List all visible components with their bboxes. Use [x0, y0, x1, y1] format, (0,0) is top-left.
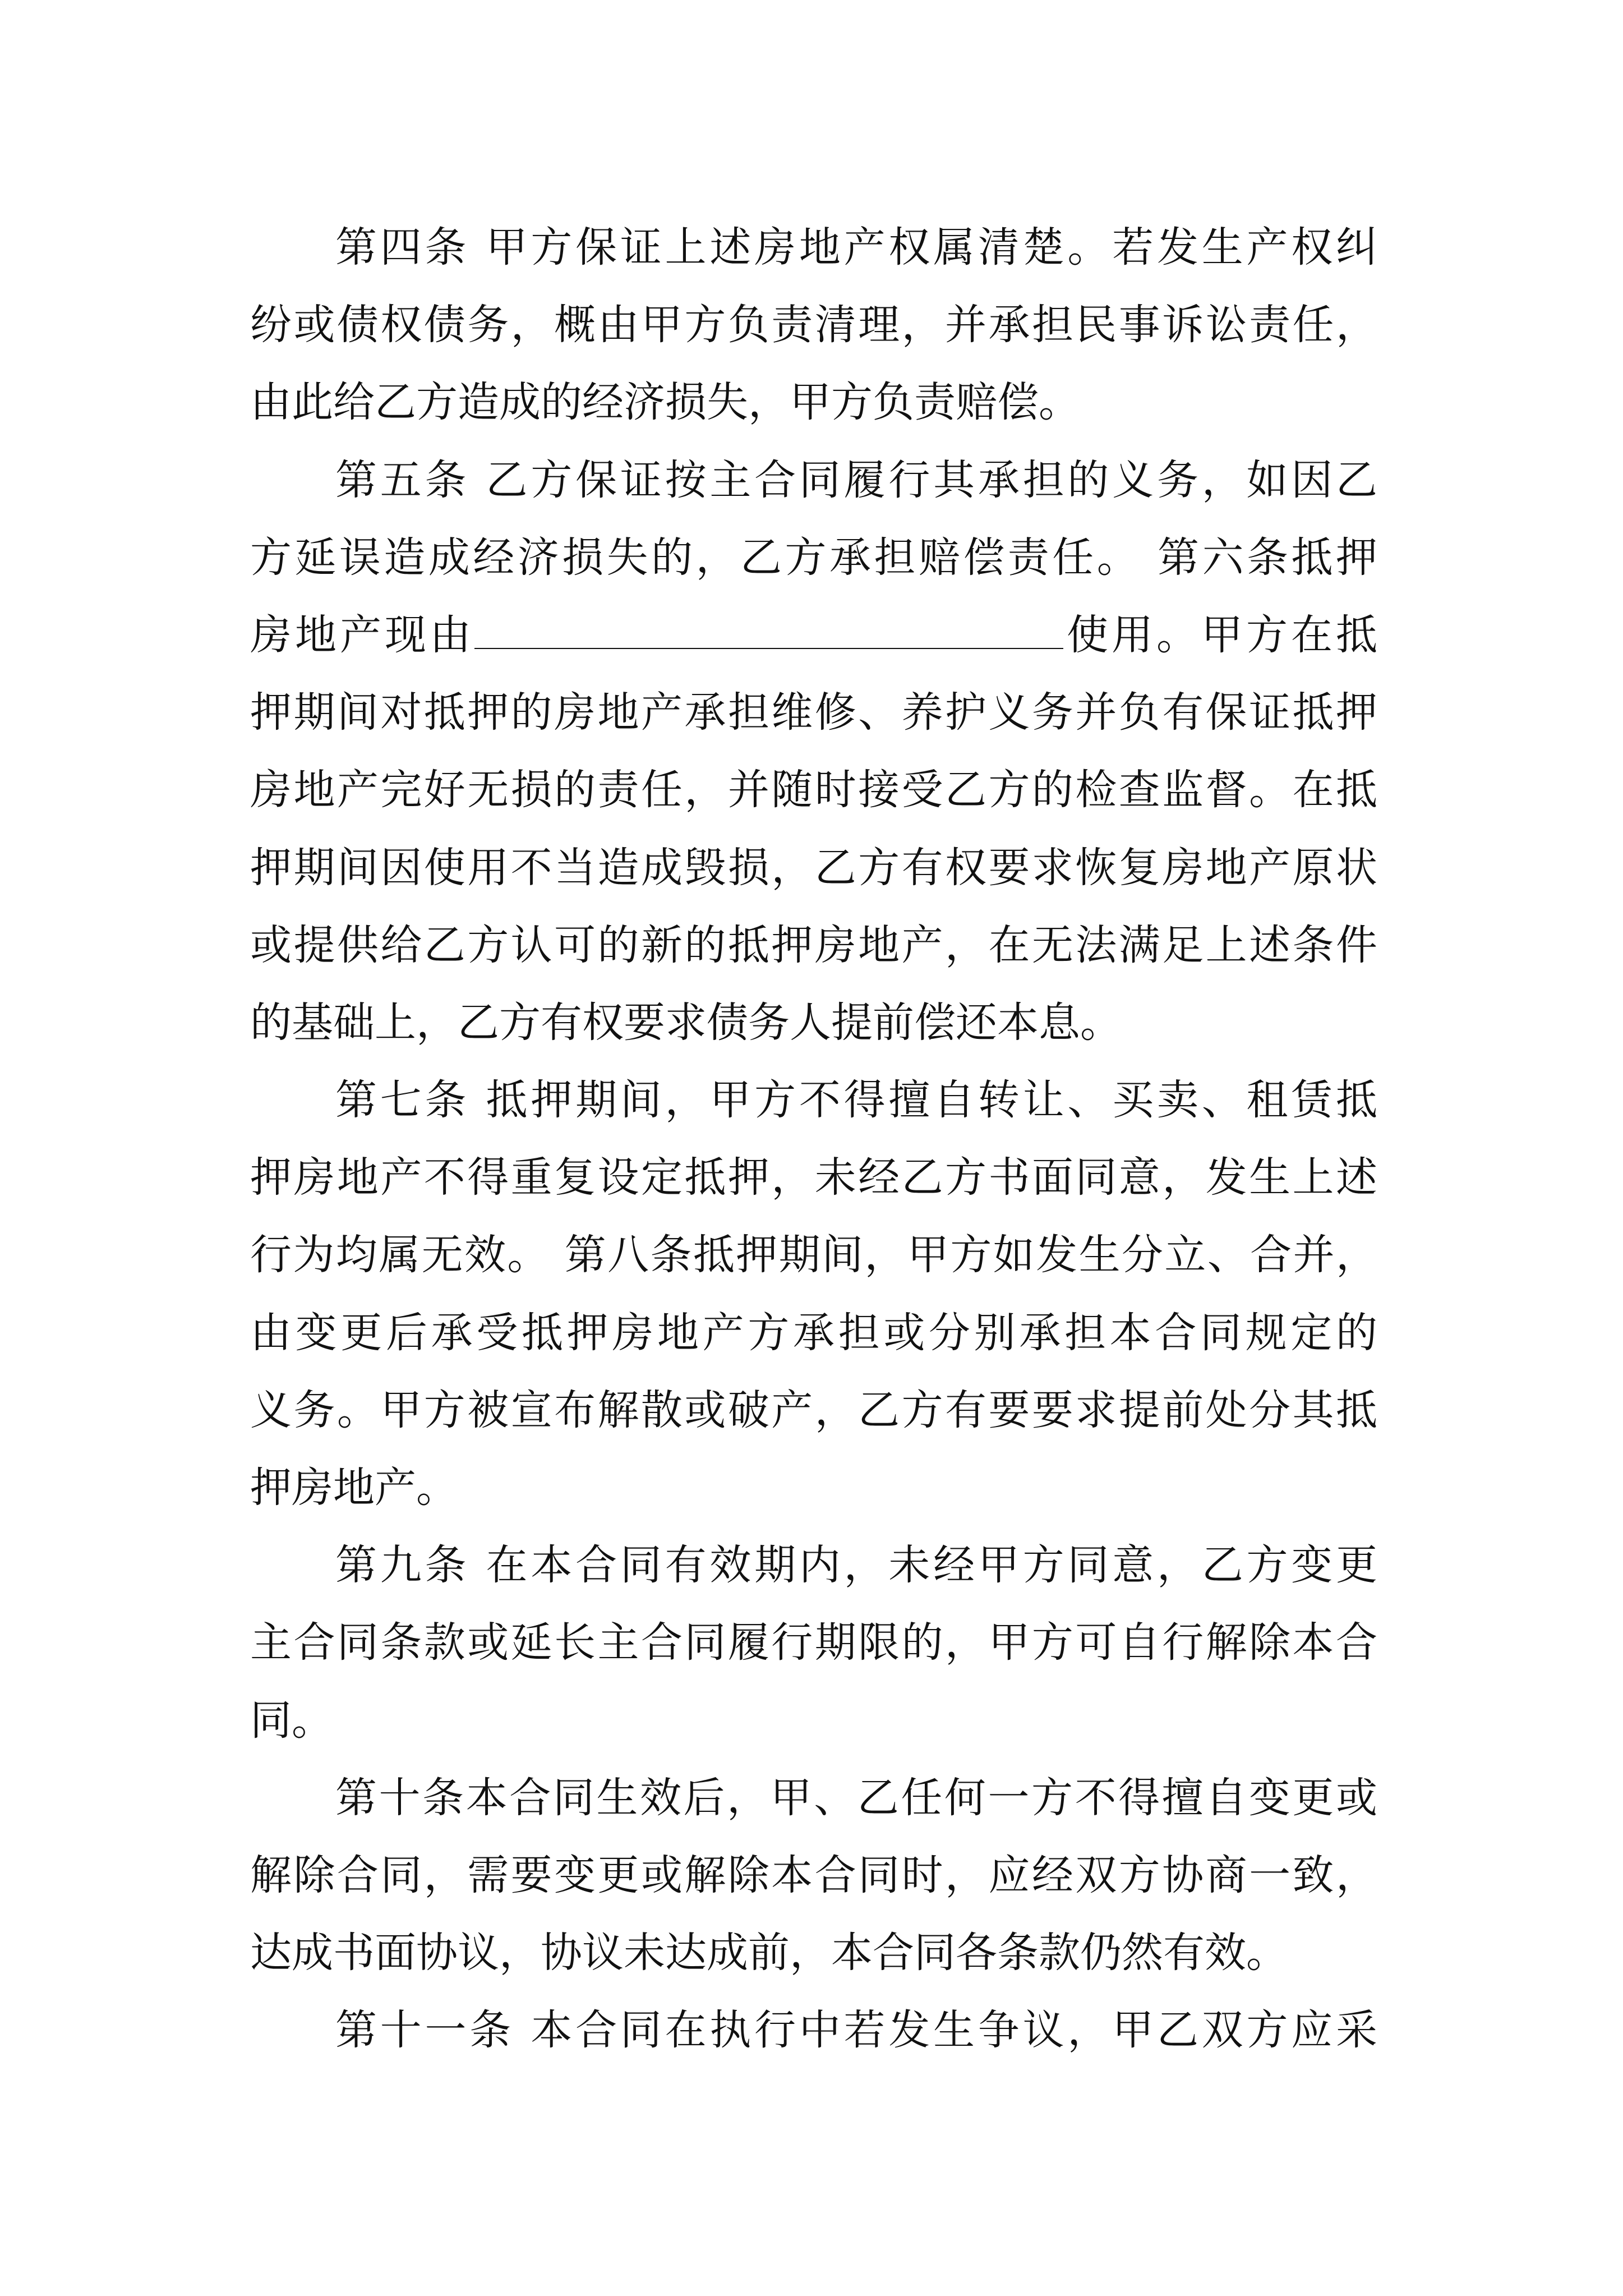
text-line-with-blank [250, 596, 1377, 674]
text-line: 方延误造成经济损失的，乙方承担赔偿责任。 第六条抵押 [250, 533, 1377, 582]
text-line: 解除合同，需要变更或解除本合同时，应经双方协商一致， [250, 1851, 1377, 1899]
text-line: 的基础上，乙方有权要求债务人提前偿还本息。 [250, 998, 1122, 1047]
text-line: 第七条 抵押期间，甲方不得擅自转让、买卖、租赁抵 [335, 1076, 1377, 1125]
text-line: 押期间因使用不当造成毁损，乙方有权要求恢复房地产原状 [250, 843, 1377, 892]
text-line: 押房地产。 [250, 1464, 458, 1512]
article-5-6 [250, 441, 1377, 1062]
text-line: 第十条本合同生效后，甲、乙任何一方不得擅自变更或 [335, 1773, 1377, 1822]
text-line: 第四条 甲方保证上述房地产权属清楚。若发生产权纠 [335, 223, 1377, 272]
text-line: 第九条 在本合同有效期内，未经甲方同意，乙方变更 [335, 1541, 1377, 1590]
document-body [250, 209, 1377, 2069]
blank-prefix-text: 房地产现由 [250, 610, 474, 659]
text-line: 纷或债权债务，概由甲方负责清理，并承担民事诉讼责任， [250, 301, 1377, 349]
text-line: 义务。甲方被宣布解散或破产，乙方有要要求提前处分其抵 [250, 1386, 1377, 1434]
text-line: 押期间对抵押的房地产承担维修、养护义务并负有保证抵押 [250, 688, 1377, 737]
text-line: 由变更后承受抵押房地产方承担或分别承担本合同规定的 [250, 1308, 1377, 1357]
blank-suffix-text: 使用。甲方在抵 [1063, 610, 1377, 659]
article-11 [250, 1991, 1377, 2069]
text-line: 第十一条 本合同在执行中若发生争议，甲乙双方应采 [335, 2006, 1377, 2055]
article-10 [250, 1759, 1377, 1992]
text-line: 由此给乙方造成的经济损失，甲方负责赔偿。 [250, 378, 1080, 427]
text-line: 房地产完好无损的责任，并随时接受乙方的检查监督。在抵 [250, 766, 1377, 815]
text-line: 同。 [250, 1696, 333, 1745]
text-line: 押房地产不得重复设定抵押，未经乙方书面同意，发生上述 [250, 1153, 1377, 1202]
text-line: 达成书面协议，协议未达成前，本合同各条款仍然有效。 [250, 1929, 1288, 1977]
text-line: 第五条 乙方保证按主合同履行其承担的义务，如因乙 [335, 455, 1377, 504]
article-4 [250, 209, 1377, 441]
fill-in-blank [474, 647, 1063, 649]
text-line: 或提供给乙方认可的新的抵押房地产，在无法满足上述条件 [250, 921, 1377, 969]
text-line: 行为均属无效。 第八条抵押期间，甲方如发生分立、合并， [250, 1231, 1377, 1280]
text-line: 主合同条款或延长主合同履行期限的，甲方可自行解除本合 [250, 1618, 1377, 1667]
article-9 [250, 1526, 1377, 1759]
article-7-8 [250, 1061, 1377, 1526]
